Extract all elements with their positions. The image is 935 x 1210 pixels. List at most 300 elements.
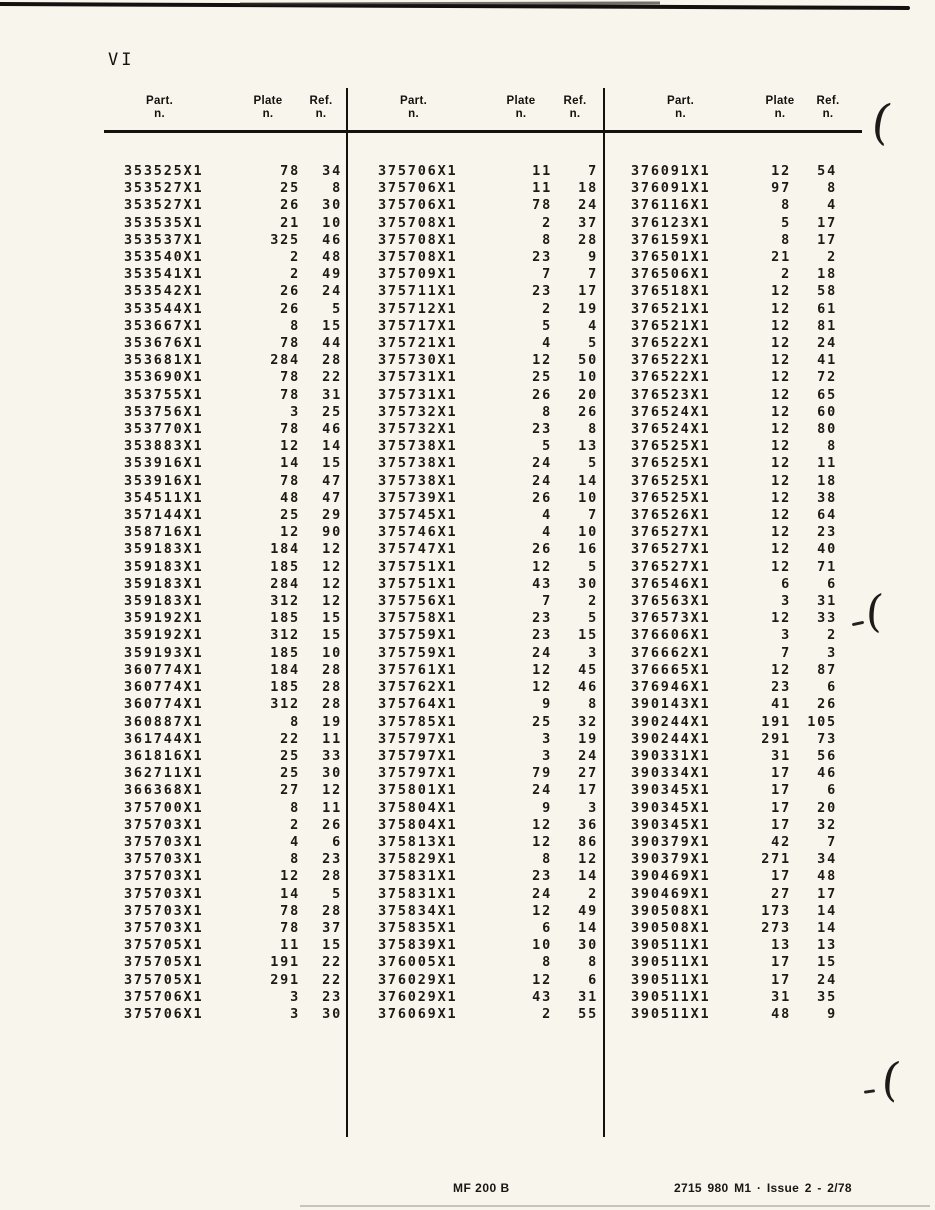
cell-part-number: 376029X1 <box>378 971 458 988</box>
cell-ref-number: 5 <box>588 455 598 472</box>
cell-plate-number: 26 <box>280 197 300 214</box>
cell-part-number: 375705X1 <box>124 954 204 971</box>
cell-ref-number: 31 <box>578 988 598 1005</box>
table-row <box>104 886 346 903</box>
table-rows <box>605 163 862 1023</box>
cell-plate-number: 12 <box>771 489 791 506</box>
table-row <box>605 645 862 662</box>
table-row <box>348 421 603 438</box>
cell-plate-number: 8 <box>290 799 300 816</box>
table-row <box>104 541 346 558</box>
cell-plate-number: 26 <box>280 300 300 317</box>
cell-part-number: 375712X1 <box>378 300 458 317</box>
cell-ref-number: 2 <box>588 593 598 610</box>
cell-part-number: 376527X1 <box>631 541 711 558</box>
cell-plate-number: 23 <box>532 421 552 438</box>
cell-ref-number: 49 <box>322 266 342 283</box>
table-row <box>104 404 346 421</box>
table-row <box>104 438 346 455</box>
cell-plate-number: 8 <box>781 231 791 248</box>
cell-part-number: 353883X1 <box>124 438 204 455</box>
cell-ref-number: 7 <box>827 833 837 850</box>
cell-plate-number: 78 <box>280 421 300 438</box>
table-row <box>348 834 603 851</box>
cell-plate-number: 12 <box>532 816 552 833</box>
cell-part-number: 390511X1 <box>631 971 711 988</box>
table-row <box>605 610 862 627</box>
table-row <box>348 937 603 954</box>
cell-plate-number: 25 <box>532 369 552 386</box>
cell-ref-number: 16 <box>578 541 598 558</box>
table-row <box>605 868 862 885</box>
table-row <box>348 490 603 507</box>
cell-ref-number: 15 <box>322 937 342 954</box>
header-part <box>667 95 694 130</box>
table-row <box>605 387 862 404</box>
cell-part-number: 375797X1 <box>378 730 458 747</box>
header-part-label: Part. <box>146 95 174 107</box>
cell-part-number: 375831X1 <box>378 885 458 902</box>
cell-part-number: 376525X1 <box>631 472 711 489</box>
cell-plate-number: 17 <box>771 868 791 885</box>
cell-ref-number: 14 <box>322 438 342 455</box>
cell-part-number: 360774X1 <box>124 679 204 696</box>
cell-part-number: 390511X1 <box>631 988 711 1005</box>
cell-plate-number: 8 <box>290 713 300 730</box>
cell-plate-number: 7 <box>542 266 552 283</box>
cell-plate-number: 3 <box>781 593 791 610</box>
table-row <box>348 851 603 868</box>
table-row <box>104 714 346 731</box>
table-row <box>348 696 603 713</box>
cell-part-number: 353537X1 <box>124 231 204 248</box>
cell-ref-number: 3 <box>588 644 598 661</box>
table-row <box>605 972 862 989</box>
header-part-label: Part. <box>400 95 428 107</box>
cell-ref-number: 9 <box>588 249 598 266</box>
cell-plate-number: 23 <box>532 283 552 300</box>
cell-ref-number: 38 <box>817 489 837 506</box>
cell-part-number: 375730X1 <box>378 352 458 369</box>
cell-plate-number: 25 <box>280 765 300 782</box>
cell-plate-number: 25 <box>280 507 300 524</box>
cell-part-number: 360774X1 <box>124 696 204 713</box>
cell-part-number: 376123X1 <box>631 214 711 231</box>
table-row <box>605 834 862 851</box>
table-row <box>605 748 862 765</box>
table-row <box>104 662 346 679</box>
cell-ref-number: 17 <box>817 214 837 231</box>
table-row <box>348 559 603 576</box>
cell-part-number: 375804X1 <box>378 816 458 833</box>
cell-part-number: 375747X1 <box>378 541 458 558</box>
table-row <box>104 834 346 851</box>
header-plate-label: Plate <box>765 95 795 107</box>
cell-plate-number: 12 <box>532 352 552 369</box>
cell-ref-number: 6 <box>827 575 837 592</box>
cell-ref-number: 22 <box>322 369 342 386</box>
table-row <box>348 714 603 731</box>
cell-ref-number: 9 <box>827 1005 837 1022</box>
cell-plate-number: 23 <box>532 868 552 885</box>
table-row <box>605 301 862 318</box>
cell-part-number: 375759X1 <box>378 627 458 644</box>
cell-plate-number: 24 <box>532 455 552 472</box>
cell-ref-number: 2 <box>827 249 837 266</box>
table-row <box>348 455 603 472</box>
cell-ref-number: 8 <box>588 696 598 713</box>
column-group-2 <box>346 88 603 1137</box>
cell-part-number: 353916X1 <box>124 455 204 472</box>
table-row <box>348 645 603 662</box>
table-row <box>348 197 603 214</box>
cell-part-number: 390345X1 <box>631 816 711 833</box>
table-rows <box>348 163 603 1023</box>
table-row <box>605 851 862 868</box>
cell-plate-number: 21 <box>771 249 791 266</box>
table-row <box>348 369 603 386</box>
cell-plate-number: 2 <box>542 1005 552 1022</box>
cell-ref-number: 20 <box>578 386 598 403</box>
cell-ref-number: 46 <box>817 765 837 782</box>
table-row <box>104 197 346 214</box>
cell-ref-number: 30 <box>322 197 342 214</box>
table-row <box>104 696 346 713</box>
cell-plate-number: 12 <box>771 386 791 403</box>
header-part <box>146 95 173 130</box>
table-row <box>605 507 862 524</box>
cell-part-number: 376524X1 <box>631 403 711 420</box>
table-row <box>605 473 862 490</box>
cell-plate-number: 26 <box>532 489 552 506</box>
cell-part-number: 359183X1 <box>124 558 204 575</box>
table-row <box>348 387 603 404</box>
cell-ref-number: 37 <box>322 919 342 936</box>
cell-plate-number: 78 <box>280 369 300 386</box>
cell-part-number: 353525X1 <box>124 163 204 179</box>
cell-part-number: 376522X1 <box>631 335 711 352</box>
cell-part-number: 375835X1 <box>378 919 458 936</box>
cell-plate-number: 2 <box>542 300 552 317</box>
cell-plate-number: 5 <box>542 438 552 455</box>
table-row <box>605 954 862 971</box>
cell-plate-number: 185 <box>270 610 300 627</box>
table-row <box>104 800 346 817</box>
cell-ref-number: 18 <box>817 266 837 283</box>
cell-ref-number: 32 <box>817 816 837 833</box>
table-row <box>348 266 603 283</box>
cell-plate-number: 12 <box>771 661 791 678</box>
cell-ref-number: 31 <box>817 593 837 610</box>
header-plate-sub: n. <box>262 108 274 120</box>
table-row <box>348 765 603 782</box>
cell-part-number: 375706X1 <box>378 163 458 179</box>
cell-part-number: 375751X1 <box>378 558 458 575</box>
table-row <box>348 249 603 266</box>
cell-ref-number: 28 <box>322 696 342 713</box>
cell-part-number: 375745X1 <box>378 507 458 524</box>
cell-ref-number: 11 <box>322 799 342 816</box>
table-row <box>348 748 603 765</box>
table-row <box>605 662 862 679</box>
table-row <box>605 817 862 834</box>
cell-part-number: 376523X1 <box>631 386 711 403</box>
cell-plate-number: 6 <box>781 575 791 592</box>
cell-ref-number: 4 <box>827 197 837 214</box>
cell-ref-number: 24 <box>578 197 598 214</box>
header-plate-sub: n. <box>515 108 527 120</box>
cell-ref-number: 44 <box>322 335 342 352</box>
cell-ref-number: 47 <box>322 472 342 489</box>
header-plate <box>236 95 300 130</box>
cell-ref-number: 41 <box>817 352 837 369</box>
page-number: VI <box>108 50 135 70</box>
cell-plate-number: 2 <box>290 816 300 833</box>
cell-ref-number: 32 <box>578 713 598 730</box>
cell-plate-number: 8 <box>290 851 300 868</box>
cell-part-number: 376521X1 <box>631 300 711 317</box>
table-row <box>104 473 346 490</box>
cell-ref-number: 12 <box>578 851 598 868</box>
table-row <box>104 232 346 249</box>
cell-part-number: 360774X1 <box>124 661 204 678</box>
cell-plate-number: 12 <box>771 317 791 334</box>
cell-plate-number: 24 <box>532 472 552 489</box>
cell-plate-number: 12 <box>771 455 791 472</box>
table-row <box>104 920 346 937</box>
table-row <box>104 387 346 404</box>
cell-part-number: 375759X1 <box>378 644 458 661</box>
table-row <box>348 163 603 180</box>
cell-plate-number: 6 <box>542 919 552 936</box>
header-ref-sub: n. <box>315 108 327 120</box>
cell-ref-number: 19 <box>578 730 598 747</box>
cell-part-number: 359192X1 <box>124 627 204 644</box>
header-part-sub: n. <box>408 108 419 120</box>
header-plate-label: Plate <box>253 95 283 107</box>
table-rows <box>104 163 346 1023</box>
cell-ref-number: 28 <box>322 868 342 885</box>
cell-plate-number: 78 <box>280 386 300 403</box>
cell-part-number: 390244X1 <box>631 713 711 730</box>
table-row <box>104 283 346 300</box>
cell-part-number: 375797X1 <box>378 765 458 782</box>
cell-ref-number: 12 <box>322 593 342 610</box>
cell-plate-number: 23 <box>532 627 552 644</box>
column-group-3 <box>603 88 862 1137</box>
cell-plate-number: 25 <box>532 713 552 730</box>
cell-plate-number: 78 <box>532 197 552 214</box>
cell-plate-number: 24 <box>532 644 552 661</box>
cell-plate-number: 14 <box>280 455 300 472</box>
table-row <box>348 679 603 696</box>
cell-plate-number: 2 <box>781 266 791 283</box>
cell-part-number: 358716X1 <box>124 524 204 541</box>
cell-ref-number: 23 <box>322 988 342 1005</box>
table-row <box>348 576 603 593</box>
cell-plate-number: 12 <box>771 421 791 438</box>
cell-part-number: 353756X1 <box>124 403 204 420</box>
cell-part-number: 375706X1 <box>378 197 458 214</box>
header-ref-label: Ref. <box>309 95 333 107</box>
cell-ref-number: 7 <box>588 163 598 179</box>
cell-ref-number: 46 <box>322 231 342 248</box>
cell-plate-number: 284 <box>270 352 300 369</box>
table-row <box>605 559 862 576</box>
cell-part-number: 375703X1 <box>124 868 204 885</box>
cell-part-number: 361744X1 <box>124 730 204 747</box>
cell-ref-number: 87 <box>817 661 837 678</box>
cell-ref-number: 86 <box>578 833 598 850</box>
cell-part-number: 376091X1 <box>631 163 711 179</box>
cell-plate-number: 271 <box>761 851 791 868</box>
table-row <box>104 972 346 989</box>
cell-part-number: 360887X1 <box>124 713 204 730</box>
cell-plate-number: 185 <box>270 644 300 661</box>
table-row <box>104 937 346 954</box>
cell-ref-number: 105 <box>807 713 837 730</box>
table-row <box>605 163 862 180</box>
cell-part-number: 354511X1 <box>124 489 204 506</box>
cell-ref-number: 14 <box>578 919 598 936</box>
cell-plate-number: 10 <box>532 937 552 954</box>
table-row <box>348 301 603 318</box>
cell-ref-number: 72 <box>817 369 837 386</box>
cell-ref-number: 60 <box>817 403 837 420</box>
cell-part-number: 376527X1 <box>631 558 711 575</box>
cell-part-number: 375785X1 <box>378 713 458 730</box>
cell-part-number: 359183X1 <box>124 593 204 610</box>
table-header <box>104 88 346 133</box>
cell-plate-number: 12 <box>771 558 791 575</box>
header-ref-label: Ref. <box>563 95 587 107</box>
cell-ref-number: 28 <box>578 231 598 248</box>
table-row <box>605 782 862 799</box>
cell-ref-number: 30 <box>322 765 342 782</box>
table-row <box>605 731 862 748</box>
cell-ref-number: 50 <box>578 352 598 369</box>
cell-plate-number: 12 <box>771 438 791 455</box>
cell-ref-number: 18 <box>817 472 837 489</box>
cell-part-number: 375705X1 <box>124 971 204 988</box>
cell-part-number: 376159X1 <box>631 231 711 248</box>
cell-plate-number: 312 <box>270 593 300 610</box>
cell-part-number: 390345X1 <box>631 782 711 799</box>
table-row <box>104 731 346 748</box>
cell-ref-number: 55 <box>578 1005 598 1022</box>
cell-plate-number: 17 <box>771 971 791 988</box>
table-row <box>348 1006 603 1023</box>
table-row <box>104 215 346 232</box>
table-row <box>605 215 862 232</box>
header-ref-sub: n. <box>569 108 581 120</box>
cell-ref-number: 25 <box>322 403 342 420</box>
cell-plate-number: 79 <box>532 765 552 782</box>
cell-plate-number: 17 <box>771 782 791 799</box>
header-part <box>400 95 427 130</box>
cell-plate-number: 12 <box>771 610 791 627</box>
cell-ref-number: 80 <box>817 421 837 438</box>
cell-part-number: 390511X1 <box>631 1005 711 1022</box>
table-row <box>104 490 346 507</box>
cell-plate-number: 78 <box>280 472 300 489</box>
cell-part-number: 361816X1 <box>124 747 204 764</box>
table-row <box>348 352 603 369</box>
cell-part-number: 376525X1 <box>631 455 711 472</box>
cell-part-number: 375717X1 <box>378 317 458 334</box>
cell-plate-number: 12 <box>532 558 552 575</box>
cell-part-number: 375706X1 <box>124 988 204 1005</box>
table-row <box>104 335 346 352</box>
cell-plate-number: 27 <box>280 782 300 799</box>
cell-part-number: 353535X1 <box>124 214 204 231</box>
cell-plate-number: 14 <box>280 885 300 902</box>
cell-plate-number: 9 <box>542 799 552 816</box>
cell-ref-number: 24 <box>817 335 837 352</box>
cell-ref-number: 24 <box>817 971 837 988</box>
cell-part-number: 375706X1 <box>124 1005 204 1022</box>
cell-plate-number: 3 <box>290 988 300 1005</box>
cell-ref-number: 5 <box>332 300 342 317</box>
parts-index-table <box>104 88 862 1137</box>
table-row <box>605 438 862 455</box>
cell-ref-number: 64 <box>817 507 837 524</box>
cell-plate-number: 12 <box>280 438 300 455</box>
cell-ref-number: 4 <box>588 317 598 334</box>
cell-plate-number: 78 <box>280 163 300 179</box>
cell-plate-number: 31 <box>771 988 791 1005</box>
cell-ref-number: 17 <box>578 283 598 300</box>
cell-plate-number: 191 <box>270 954 300 971</box>
table-row <box>348 954 603 971</box>
cell-plate-number: 3 <box>290 1005 300 1022</box>
cell-part-number: 390379X1 <box>631 833 711 850</box>
cell-ref-number: 19 <box>322 713 342 730</box>
cell-ref-number: 11 <box>322 730 342 747</box>
cell-plate-number: 25 <box>280 747 300 764</box>
cell-ref-number: 56 <box>817 747 837 764</box>
cell-part-number: 376563X1 <box>631 593 711 610</box>
header-ref-sub: n. <box>822 108 834 120</box>
cell-plate-number: 4 <box>290 833 300 850</box>
cell-ref-number: 28 <box>322 352 342 369</box>
cell-ref-number: 10 <box>578 369 598 386</box>
cell-plate-number: 8 <box>542 231 552 248</box>
cell-part-number: 375711X1 <box>378 283 458 300</box>
cell-part-number: 375813X1 <box>378 833 458 850</box>
cell-part-number: 353770X1 <box>124 421 204 438</box>
table-row <box>104 1006 346 1023</box>
cell-plate-number: 12 <box>771 335 791 352</box>
cell-plate-number: 2 <box>290 249 300 266</box>
cell-plate-number: 12 <box>771 507 791 524</box>
cell-plate-number: 43 <box>532 988 552 1005</box>
cell-part-number: 353527X1 <box>124 197 204 214</box>
cell-plate-number: 185 <box>270 558 300 575</box>
cell-ref-number: 6 <box>827 782 837 799</box>
cell-ref-number: 15 <box>322 317 342 334</box>
cell-ref-number: 31 <box>322 386 342 403</box>
table-row <box>605 283 862 300</box>
table-row <box>605 369 862 386</box>
header-ref-label: Ref. <box>816 95 840 107</box>
cell-part-number: 376524X1 <box>631 421 711 438</box>
table-row <box>348 731 603 748</box>
cell-plate-number: 23 <box>532 610 552 627</box>
table-row <box>104 989 346 1006</box>
cell-plate-number: 173 <box>761 902 791 919</box>
cell-ref-number: 30 <box>578 575 598 592</box>
